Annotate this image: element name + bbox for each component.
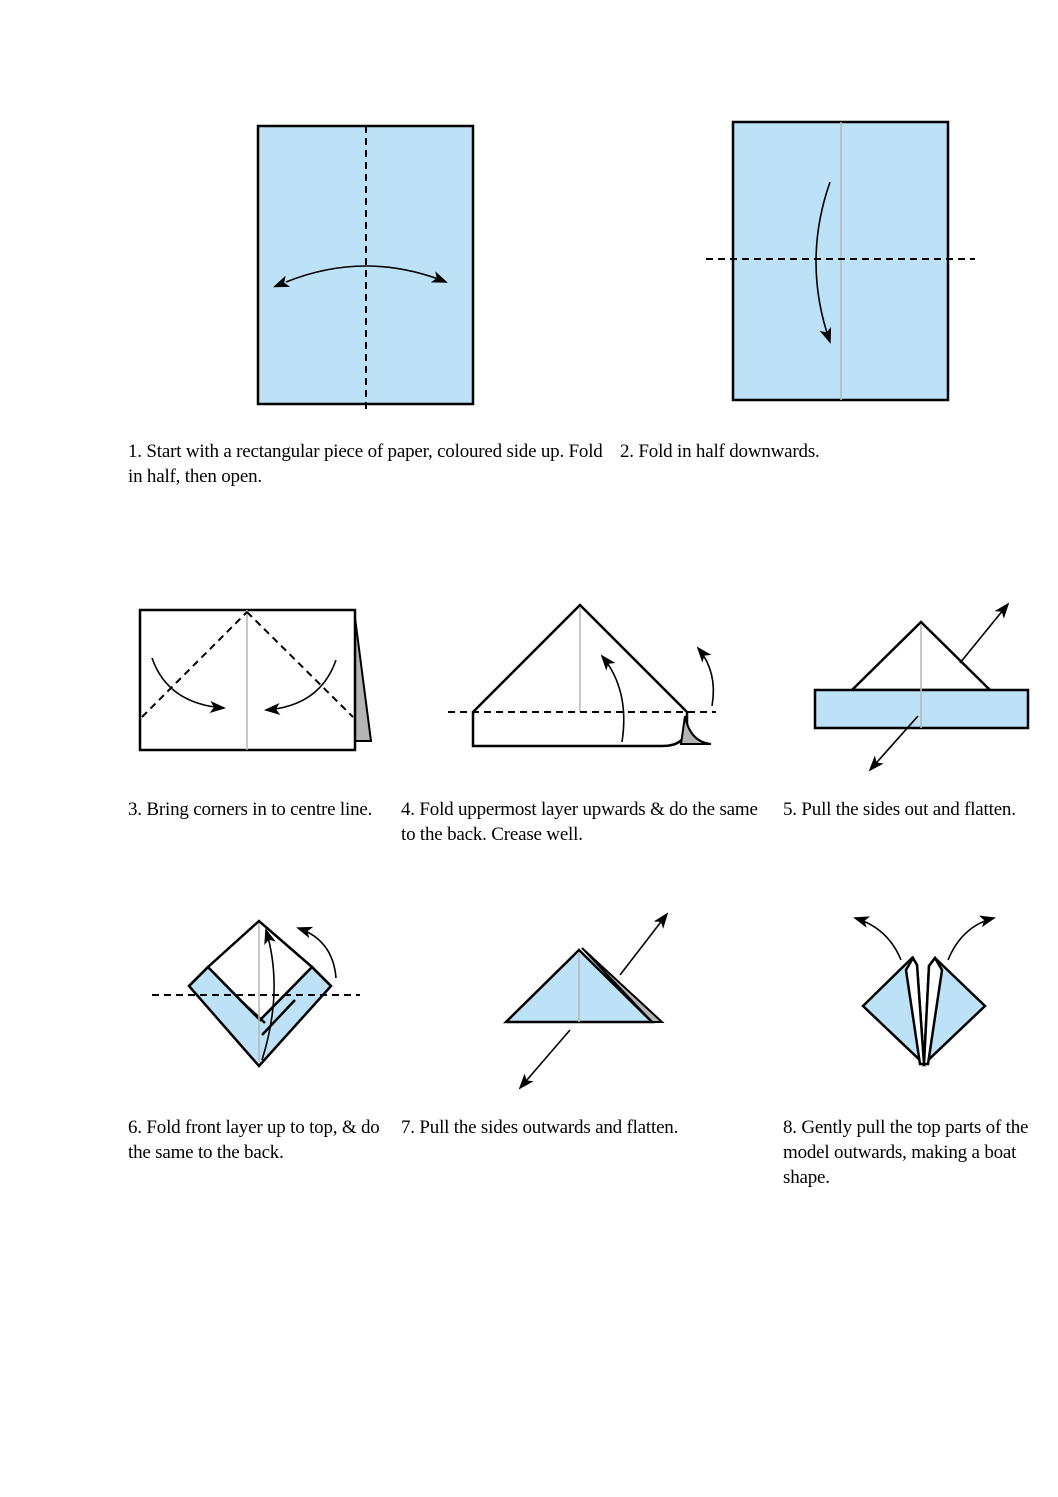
step-2-caption: 2. Fold in half downwards. (620, 441, 820, 462)
step-6-caption: 6. Fold front layer up to top, & do the same to the back. (128, 1117, 380, 1163)
step-8-figure (855, 918, 994, 1064)
step-8-caption: 8. Gently pull the top parts of the model outwards, making a boat shape. (783, 1117, 1029, 1188)
step-4-figure (448, 605, 716, 746)
step-3-figure (140, 610, 371, 750)
step-2-figure (706, 122, 975, 400)
step-7-figure (506, 914, 667, 1088)
step-1-figure (258, 126, 473, 410)
step-1-caption: 1. Start with a rectangular piece of paper, coloured side up. Fold in half, then open. (128, 441, 603, 487)
step-5-caption: 5. Pull the sides out and flatten. (783, 799, 1016, 820)
step-6-figure (152, 921, 360, 1066)
step-5-figure (815, 604, 1028, 770)
step-4-caption: 4. Fold uppermost layer upwards & do the same to the back. Crease well. (401, 799, 758, 845)
step-3-caption: 3. Bring corners in to centre line. (128, 799, 373, 820)
step-7-caption: 7. Pull the sides outwards and flatten. (401, 1117, 679, 1138)
